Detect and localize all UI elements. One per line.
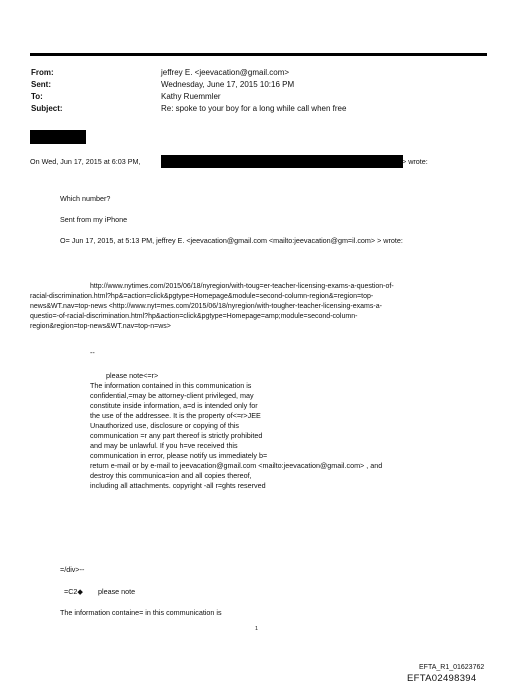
from-value: jeffrey E. <jeevacation@gmail.com> <box>161 68 290 77</box>
redaction-block-2 <box>161 155 403 168</box>
subject-value: Re: spoke to your boy for a long while call when free <box>161 104 347 113</box>
notice-line: confidential,=may be attorney-client privileged, may <box>90 391 254 400</box>
from-label: From: <box>31 68 54 77</box>
notice-line: constitute inside information, a=d is intended only for <box>90 401 258 410</box>
on-wed-line-suffix: > wrote: <box>402 157 428 166</box>
efta-reference-large: EFTA02498394 <box>407 673 477 684</box>
sent-from-iphone-text: Sent from my iPhone <box>60 215 128 224</box>
div-close-text: =/div>-- <box>60 565 85 574</box>
notice-line: please note<=r> <box>106 371 159 380</box>
final-info-line: The information containe= in this communication is <box>60 608 222 617</box>
notice-line: return e-mail or by e-mail to jeevacation@gmail.com <mailto:jeevacation@gmail.com> , and <box>90 461 383 470</box>
efta-reference-small: EFTA_R1_01623762 <box>419 664 485 671</box>
url-paragraph <box>30 282 394 332</box>
notice-line: The information contained in this communication is <box>90 381 252 390</box>
notice-line: Unauthorized use, disclosure or copying of this <box>90 421 240 430</box>
please-note-text: please note <box>98 587 136 596</box>
url-line: racial-discrimination.html?hp&=action=click&pgtype=Homepage&module=second-column-region&=region=top- <box>30 293 374 300</box>
notice-line: destroy this communica=ion and all copies thereof, <box>90 471 252 480</box>
sent-value: Wednesday, June 17, 2015 10:16 PM <box>161 80 295 89</box>
url-line: news&WT.nav=top-news <http://www.nyt=mes.com/2015/06/18/nyregion/with-tougher-teacher-licensing-exams-a- <box>30 303 382 310</box>
dashes-text: -- <box>90 348 95 357</box>
notice-line: the use of the addressee. It is the property of<=r>JEE <box>90 411 261 420</box>
notice-line: communication in error, please notify us immediately b= <box>90 451 268 460</box>
url-line: questio=-of-racial-discrimination.html?hp&action=click&pgtype=Homepage=amp;module=second-column- <box>30 313 358 320</box>
to-value: Kathy Ruemmler <box>161 92 221 101</box>
notice-line: including all attachments. copyright -all r=ghts reserved <box>90 481 266 490</box>
confidentiality-notice <box>90 371 382 491</box>
redaction-block-1 <box>30 130 86 144</box>
sent-label: Sent: <box>31 80 51 89</box>
notice-line: communication =r any part thereof is strictly prohibited <box>90 431 263 440</box>
on-wed-line-prefix: On Wed, Jun 17, 2015 at 6:03 PM, <box>30 157 141 166</box>
to-label: To: <box>31 92 43 101</box>
url-line: region&region=top-news&WT.nav=top-n=ws> <box>30 323 171 330</box>
notice-line: and may be unlawful. If you h=ve received this <box>90 441 238 450</box>
c2-marker: =C2◆ <box>64 587 83 596</box>
header-top-rule <box>30 53 487 56</box>
url-line: http://www.nytimes.com/2015/06/18/nyregion/with-toug=er-teacher-licensing-exams-a-question-of- <box>90 283 394 290</box>
subject-label: Subject: <box>31 104 63 113</box>
on-jun-17-line: O= Jun 17, 2015, at 5:13 PM, jeffrey E. <jeevacation@gmail.com <mailto:jeevacation@gm=il.com> > wrote: <box>60 236 403 245</box>
which-number-text: Which number? <box>60 194 111 203</box>
page-number: 1 <box>255 626 259 632</box>
